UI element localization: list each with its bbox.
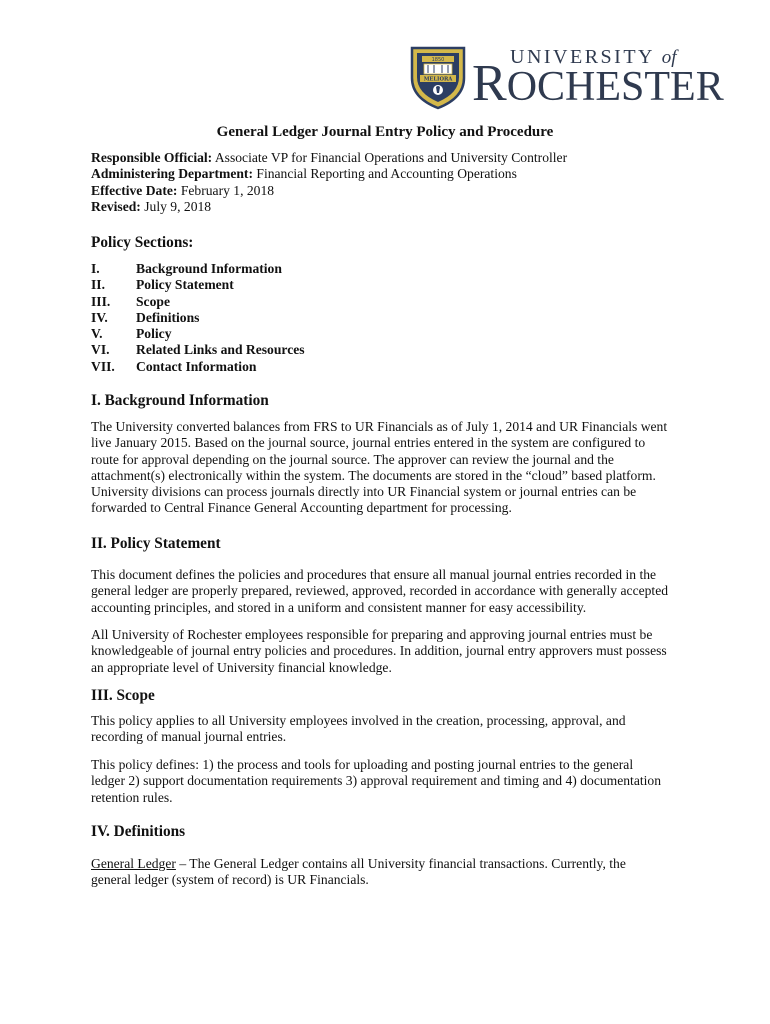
toc-item: VI. Related Links and Resources bbox=[91, 342, 305, 358]
wordmark-university: UNIVERSITY of bbox=[510, 46, 677, 68]
policy-statement-paragraph-1: This document defines the policies and procedures that ensure all manual journal entries recorded in the general ledger are properly prepared, reviewed, approved, recorded in accordance with generally accepted accounting principles, and stored in a uniform and consistent manner for easy accessibility. bbox=[91, 567, 669, 615]
university-seal-icon bbox=[408, 44, 468, 110]
policy-statement-heading: II. Policy Statement bbox=[91, 535, 221, 552]
policy-statement-paragraph-2: All University of Rochester employees responsible for preparing and approving journal entries must be knowledgeable of journal entry policies and procedures. In addition, journal entry approvers must possess an appropriate level of University financial knowledge. bbox=[91, 627, 667, 675]
toc-item: V. Policy bbox=[91, 326, 172, 342]
university-logo bbox=[408, 44, 724, 114]
meta-row: Effective Date: February 1, 2018 bbox=[91, 182, 275, 198]
toc-item: II. Policy Statement bbox=[91, 277, 234, 293]
toc-item: I. Background Information bbox=[91, 261, 282, 276]
document-meta bbox=[91, 150, 567, 215]
background-heading: I. Background Information bbox=[91, 392, 269, 409]
toc-item: III. Scope bbox=[91, 293, 170, 309]
defined-term: General Ledger bbox=[91, 856, 176, 871]
scope-paragraph-1: This policy applies to all University employees involved in the creation, processing, approval, and recording of manual journal entries. bbox=[91, 713, 626, 745]
toc-item: VII. Contact Information bbox=[91, 358, 257, 374]
meta-row: Revised: July 9, 2018 bbox=[91, 198, 212, 214]
scope-heading: III. Scope bbox=[91, 687, 155, 704]
definitions-heading: IV. Definitions bbox=[91, 823, 186, 840]
svg-text:MELIORA: MELIORA bbox=[423, 76, 453, 83]
meta-row: Responsible Official: Associate VP for Financial Operations and University Controller bbox=[91, 150, 568, 165]
definition-general-ledger: General Ledger – The General Ledger contains all University financial transactions. Currently, the general ledger (system of record) is UR Financials. bbox=[91, 856, 626, 888]
toc-item: IV. Definitions bbox=[91, 309, 200, 325]
meta-row: Administering Department: Financial Reporting and Accounting Operations bbox=[91, 166, 517, 182]
table-of-contents bbox=[91, 261, 305, 375]
background-paragraph: The University converted balances from FRS to UR Financials as of July 1, 2014 and UR Financials went live January 2015. Based on the journal source, journal entries entered in the system are configured to route for approval depending on the journal source. The approver can review the journal and the attachment(s) electronically within the system. The documents are stored in the “cloud” based platform. University divisions can process journals directly into UR Financial system or journal entries can be forwarded to Central Finance General Accounting department for processing. bbox=[91, 419, 668, 516]
svg-text:1850: 1850 bbox=[431, 57, 445, 63]
scope-paragraph-2: This policy defines: 1) the process and tools for uploading and posting journal entries to the general ledger 2) support documentation requirements 3) approval requirement and timing and 4) documentation retention rules. bbox=[91, 757, 662, 805]
policy-sections-heading: Policy Sections: bbox=[91, 234, 194, 251]
wordmark-rochester: ROCHESTER bbox=[472, 55, 724, 112]
document-title: General Ledger Journal Entry Policy and Procedure bbox=[216, 124, 554, 140]
